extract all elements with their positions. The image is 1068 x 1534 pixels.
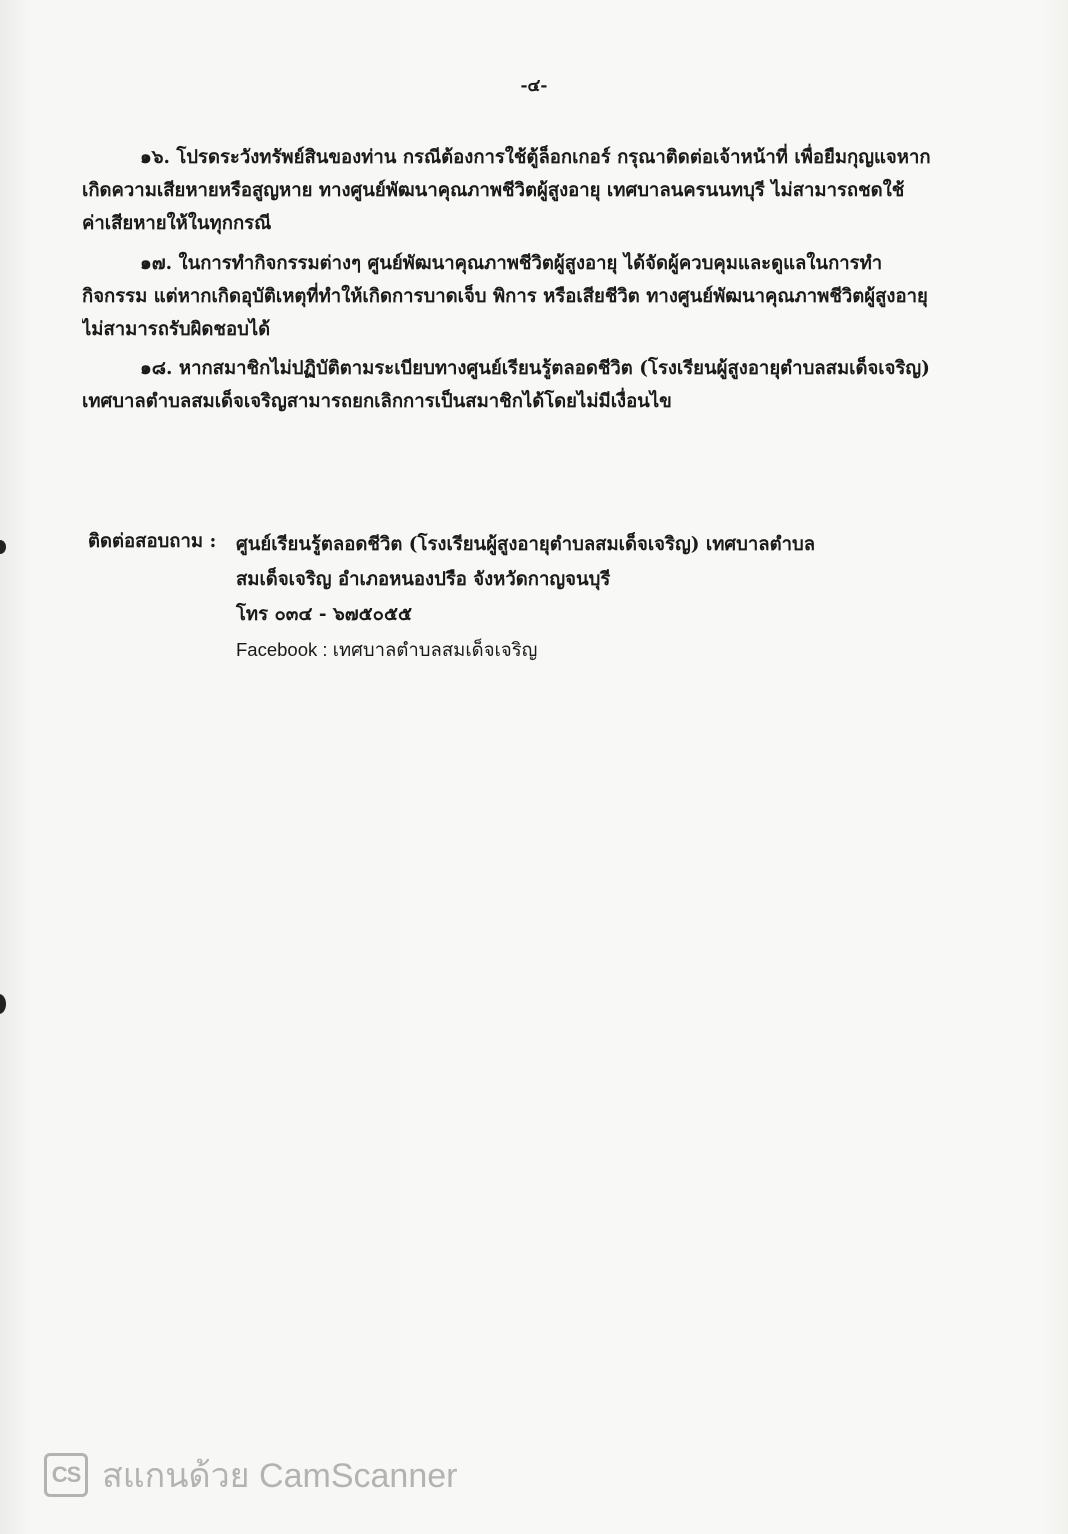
paragraph-line: เกิดความเสียหายหรือสูญหาย ทางศูนย์พัฒนาคุณภาพชีวิตผู้สูงอายุ เทศบาลนครนนทบุรี ไม่สามารถชดใช้ xyxy=(82,180,905,201)
paragraph-line: ค่าเสียหายให้ในทุกกรณี xyxy=(82,213,272,234)
contact-organization: ศูนย์เรียนรู้ตลอดชีวิต (โรงเรียนผู้สูงอายุตำบลสมเด็จเจริญ) เทศบาลตำบล xyxy=(236,534,816,555)
contact-address: สมเด็จเจริญ อำเภอหนองปรือ จังหวัดกาญจนบุรี xyxy=(236,569,611,590)
paragraph-17 xyxy=(82,247,968,346)
camscanner-logo-icon: CS xyxy=(44,1453,88,1497)
paragraph-line: ๑๖. โปรดระวังทรัพย์สินของท่าน กรณีต้องการใช้ตู้ล็อกเกอร์ กรุณาติดต่อเจ้าหน้าที่ เพื่อยืมกุญแจหาก xyxy=(140,147,931,168)
watermark-text: สแกนด้วย CamScanner xyxy=(102,1457,458,1495)
contact-facebook: Facebook : เทศบาลตำบลสมเด็จเจริญ xyxy=(236,639,538,660)
paragraph-line: ไม่สามารถรับผิดชอบได้ xyxy=(82,319,271,340)
page-number: -๔- xyxy=(520,76,548,96)
contact-label: ติดต่อสอบถาม : xyxy=(88,531,217,552)
contact-details xyxy=(236,527,815,667)
scan-edge-mark-top xyxy=(0,540,6,554)
paragraph-18 xyxy=(82,352,968,418)
scan-edge-mark-bottom xyxy=(0,994,6,1014)
contact-phone: โทร ๐๓๔ - ๖๗๕๐๕๕ xyxy=(236,604,412,625)
paragraph-line: ๑๘. หากสมาชิกไม่ปฏิบัติตามระเบียบทางศูนย์เรียนรู้ตลอดชีวิต (โรงเรียนผู้สูงอายุตำบลสมเด็จเจริญ) xyxy=(140,358,930,379)
paragraph-line: กิจกรรม แต่หากเกิดอุบัติเหตุที่ทำให้เกิดการบาดเจ็บ พิการ หรือเสียชีวิต ทางศูนย์พัฒนาคุณภาพชีวิตผู้สูงอายุ xyxy=(82,286,928,307)
paragraph-line: ๑๗. ในการทำกิจกรรมต่างๆ ศูนย์พัฒนาคุณภาพชีวิตผู้สูงอายุ ได้จัดผู้ควบคุมและดูแลในการทำ xyxy=(140,253,883,274)
camscanner-watermark xyxy=(44,1448,457,1502)
paragraph-line: เทศบาลตำบลสมเด็จเจริญสามารถยกเลิกการเป็นสมาชิกได้โดยไม่มีเงื่อนไข xyxy=(82,391,672,412)
paragraph-16 xyxy=(82,141,968,240)
